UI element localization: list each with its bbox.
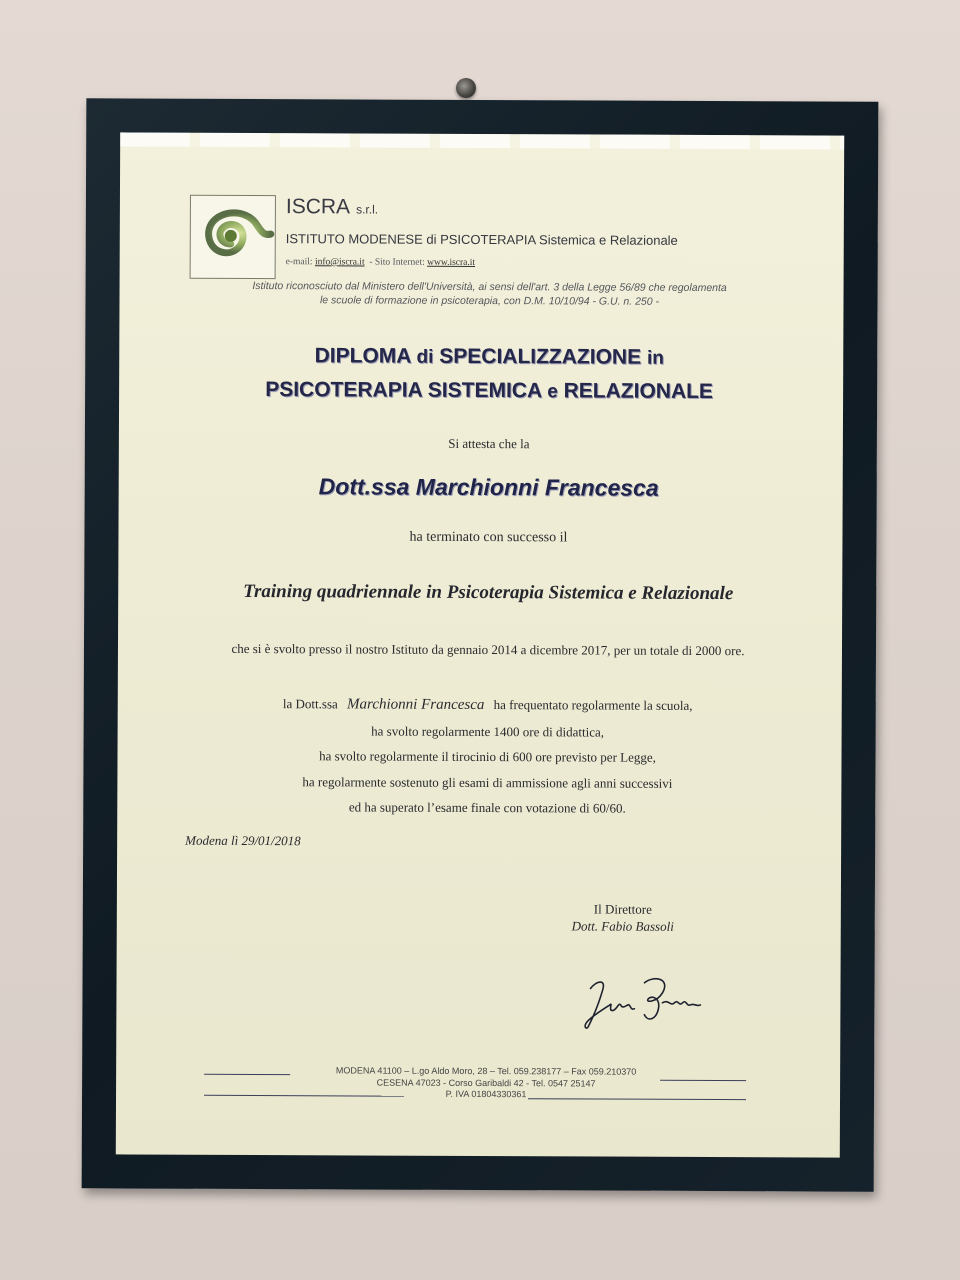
title-word: SPECIALIZZAZIONE <box>439 344 642 369</box>
detail-line-2: ha svolto regolarmente 1400 ore di didattica, <box>371 723 605 740</box>
footer-line-2: CESENA 47023 - Corso Garibaldi 42 - Tel. 0547 25147 <box>376 1077 596 1089</box>
recognition-line-1: Istituto riconosciuto dal Ministero dell'Università, ai sensi dell'art. 3 della Legge 56/89 che regolamenta <box>252 280 727 295</box>
recipient-name: Dott.ssa Marchionni Francesca <box>318 473 659 501</box>
title-word: di <box>416 346 434 368</box>
place-date: Modena lì 29/01/2018 <box>185 832 301 849</box>
diploma-title-line-2 <box>139 373 839 410</box>
director-name: Dott. Fabio Bassoli <box>571 918 674 934</box>
org-name <box>286 195 378 219</box>
recognition-note <box>159 279 819 310</box>
course-period: che si è svolto presso il nostro Istituto da gennaio 2014 a dicembre 2017, per un totale di 2000 ore. <box>231 640 745 659</box>
org-full-name: ISTITUTO MODENESE di PSICOTERAPIA Sistemica e Relazionale <box>285 231 678 248</box>
org-name-text: ISCRA <box>285 195 351 219</box>
detail-prefix: la Dott.ssa <box>282 696 338 712</box>
attestation-text: Si attesta che la <box>448 435 530 452</box>
email-label: e-mail: <box>285 257 313 268</box>
email-link: info@iscra.it <box>314 257 365 268</box>
director-signature <box>578 968 708 1039</box>
title-word: RELAZIONALE <box>563 379 714 404</box>
detail-name: Marchionni Francesca <box>347 696 485 714</box>
course-title: Training quadriennale in Psicoterapia Sistemica e Relazionale <box>243 580 734 605</box>
detail-suffix: ha frequentato regolarmente la scuola, <box>493 697 693 713</box>
title-word: PSICOTERAPIA SISTEMICA <box>265 378 542 403</box>
title-word: in <box>646 347 664 369</box>
spiral-shell-icon <box>190 195 276 279</box>
detail-line-5: ed ha superato l’esame finale con votazione di 60/60. <box>348 799 626 816</box>
org-suffix: s.r.l. <box>356 202 379 217</box>
detail-line-4: ha regolarmente sostenuto gli esami di ammissione agli anni successivi <box>302 773 673 791</box>
org-contacts <box>286 257 475 268</box>
title-word: DIPLOMA <box>314 344 411 368</box>
footer-line-1: MODENA 41100 – L.go Aldo Moro, 28 – Tel. 059.238177 – Fax 059.210370 <box>335 1065 637 1077</box>
detail-line-3: ha svolto regolarmente il tirocinio di 600 ore previsto per Legge, <box>319 748 656 765</box>
wall-nail-icon <box>456 78 476 98</box>
diploma-title <box>139 339 839 410</box>
title-word: e <box>547 381 558 403</box>
director-block <box>563 900 683 935</box>
picture-frame <box>82 98 879 1191</box>
site-link: www.iscra.it <box>427 257 476 268</box>
recognition-line-2: le scuole di formazione in psicoterapia, con D.M. 10/10/94 - G.U. n. 250 - <box>319 294 660 308</box>
director-title: Il Direttore <box>593 901 652 917</box>
site-label: - Sito Internet: <box>369 257 425 268</box>
footer-line-3: P. IVA 01804330361 <box>445 1088 527 1100</box>
diploma-paper <box>116 132 844 1157</box>
footer-address <box>116 1064 844 1102</box>
completion-text: ha terminato con successo il <box>409 529 568 546</box>
detail-block <box>117 690 844 822</box>
detail-line-1 <box>118 690 845 720</box>
glass-glare <box>120 132 844 149</box>
diploma-title-line-1 <box>139 339 839 376</box>
